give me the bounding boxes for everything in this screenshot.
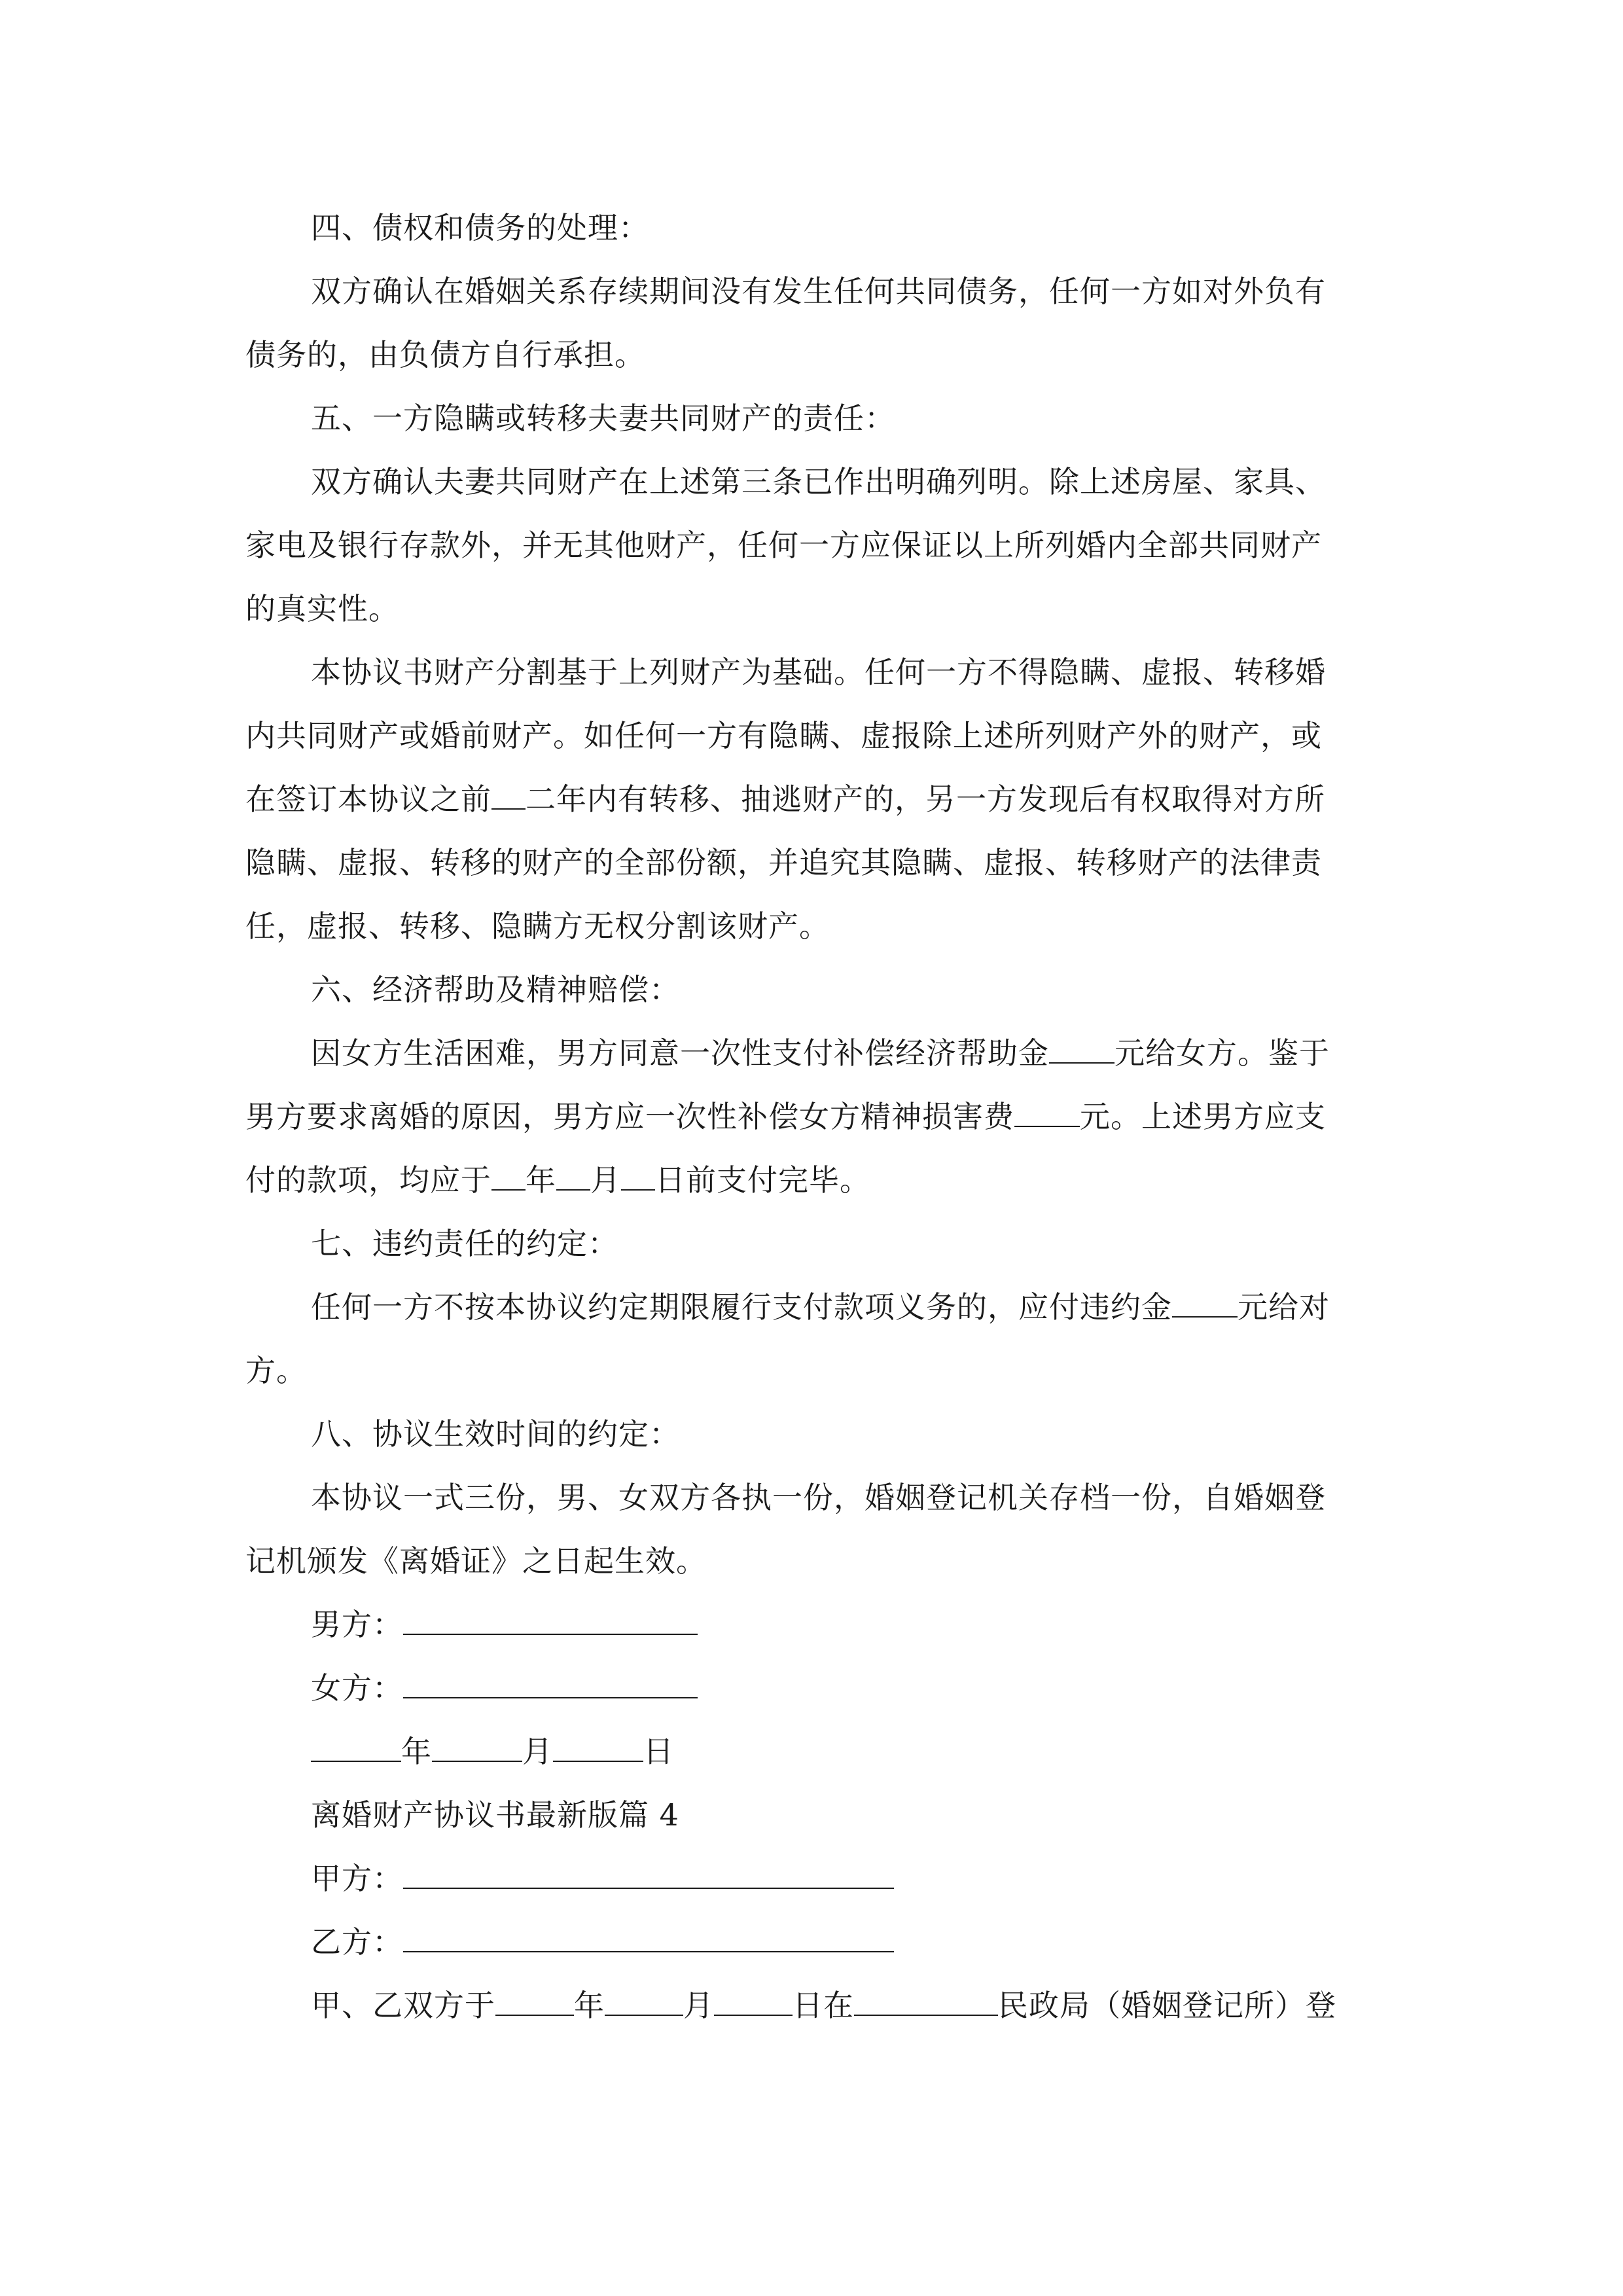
section-8-line-1: 本协议一式三份，男、女双方各执一份，婚姻登记机关存档一份，自婚姻登 — [311, 1480, 1326, 1515]
party-a-label: 甲方： — [311, 1861, 403, 1896]
bureau-blank — [854, 1988, 998, 2016]
text-fragment: 元。上述男方应支 — [1080, 1099, 1326, 1134]
text-fragment: 元给对 — [1238, 1289, 1330, 1325]
text-fragment: 任何一方不按本协议约定期限履行支付款项义务的，应付违约金 — [311, 1289, 1172, 1325]
text-fragment: 日在 — [793, 1988, 854, 2023]
section-4-heading: 四、债权和债务的处理： — [311, 210, 649, 245]
section-5-para1-line-3: 的真实性。 — [245, 591, 399, 626]
party-b-blank — [403, 1925, 894, 1952]
section-6-heading: 六、经济帮助及精神赔偿： — [311, 972, 680, 1007]
text-fragment: 月 — [590, 1162, 621, 1198]
male-signature-line — [245, 1593, 1387, 1657]
female-signature-blank — [403, 1671, 698, 1698]
section-4-line-1: 双方确认在婚姻关系存续期间没有发生任何共同债务，任何一方如对外负有 — [311, 274, 1326, 309]
section-5-para2-line-4: 隐瞒、虚报、转移的财产的全部份额，并追究其隐瞒、虚报、转移财产的法律责 — [245, 845, 1322, 880]
female-label: 女方： — [311, 1670, 403, 1706]
section-8-line-2: 记机颁发《离婚证》之日起生效。 — [245, 1543, 707, 1579]
male-signature-blank — [403, 1607, 698, 1635]
party-b-label: 乙方： — [311, 1924, 403, 1960]
month-blank — [605, 1988, 683, 2016]
signature-date-line — [245, 1720, 1387, 1784]
text-fragment: 甲、乙双方于 — [311, 1988, 495, 2023]
text-fragment: 付的款项，均应于 — [245, 1162, 491, 1198]
document-page — [245, 196, 1387, 2037]
section-5-para2-line-5: 任，虚报、转移、隐瞒方无权分割该财产。 — [245, 908, 830, 944]
section-7-heading: 七、违约责任的约定： — [311, 1226, 618, 1261]
female-signature-line — [245, 1657, 1387, 1720]
year-label: 年 — [401, 1734, 432, 1769]
day-blank — [553, 1734, 643, 1762]
blank-line — [491, 782, 526, 810]
blank-line — [1172, 1290, 1238, 1318]
text-fragment: 二年内有转移、抽逃财产的，另一方发现后有权取得对方所 — [526, 781, 1325, 817]
section-5-para2-line-2: 内共同财产或婚前财产。如任何一方有隐瞒、虚报除上述所列财产外的财产，或 — [245, 718, 1322, 753]
party-b-line — [245, 1910, 1387, 1974]
next-agreement-title: 离婚财产协议书最新版篇 4 — [311, 1797, 679, 1833]
section-5-para1-line-2: 家电及银行存款外，并无其他财产，任何一方应保证以上所列婚内全部共同财产 — [245, 528, 1322, 563]
year-blank — [495, 1988, 574, 2016]
text-fragment: 日前支付完毕。 — [655, 1162, 870, 1198]
section-6-line-1 — [245, 1022, 1387, 1085]
blank-line — [621, 1163, 655, 1191]
section-7-line-2: 方。 — [245, 1353, 307, 1388]
section-5-para2-line-1: 本协议书财产分割基于上列财产为基础。任何一方不得隐瞒、虚报、转移婚 — [311, 655, 1326, 690]
section-4-line-2: 债务的，由负债方自行承担。 — [245, 337, 645, 372]
section-5-heading: 五、一方隐瞒或转移夫妻共同财产的责任： — [311, 401, 895, 436]
month-label: 月 — [522, 1734, 553, 1769]
text-fragment: 年 — [574, 1988, 605, 2023]
blank-line — [491, 1163, 526, 1191]
text-fragment: 男方要求离婚的原因，男方应一次性补偿女方精神损害费 — [245, 1099, 1014, 1134]
text-fragment: 民政局（婚姻登记所）登 — [998, 1988, 1336, 2023]
text-fragment: 因女方生活困难，男方同意一次性支付补偿经济帮助金 — [311, 1035, 1049, 1071]
blank-line — [1014, 1100, 1080, 1127]
section-6-line-2 — [245, 1085, 1387, 1149]
registration-line — [245, 1974, 1387, 2037]
section-5-para1-line-1: 双方确认夫妻共同财产在上述第三条已作出明确列明。除上述房屋、家具、 — [311, 464, 1326, 499]
month-blank — [432, 1734, 522, 1762]
text-fragment: 元给女方。鉴于 — [1115, 1035, 1330, 1071]
year-blank — [311, 1734, 401, 1762]
section-5-para2-line-3 — [245, 768, 1387, 831]
party-a-line — [245, 1847, 1387, 1910]
text-fragment: 在签订本协议之前 — [245, 781, 491, 817]
party-a-blank — [403, 1861, 894, 1889]
section-8-heading: 八、协议生效时间的约定： — [311, 1416, 680, 1452]
day-label: 日 — [643, 1734, 674, 1769]
male-label: 男方： — [311, 1607, 403, 1642]
section-7-line-1 — [245, 1276, 1387, 1339]
text-fragment: 月 — [683, 1988, 714, 2023]
blank-line — [556, 1163, 590, 1191]
text-fragment: 年 — [526, 1162, 556, 1198]
section-6-line-3 — [245, 1149, 1387, 1212]
day-blank — [714, 1988, 793, 2016]
blank-line — [1049, 1036, 1115, 1064]
